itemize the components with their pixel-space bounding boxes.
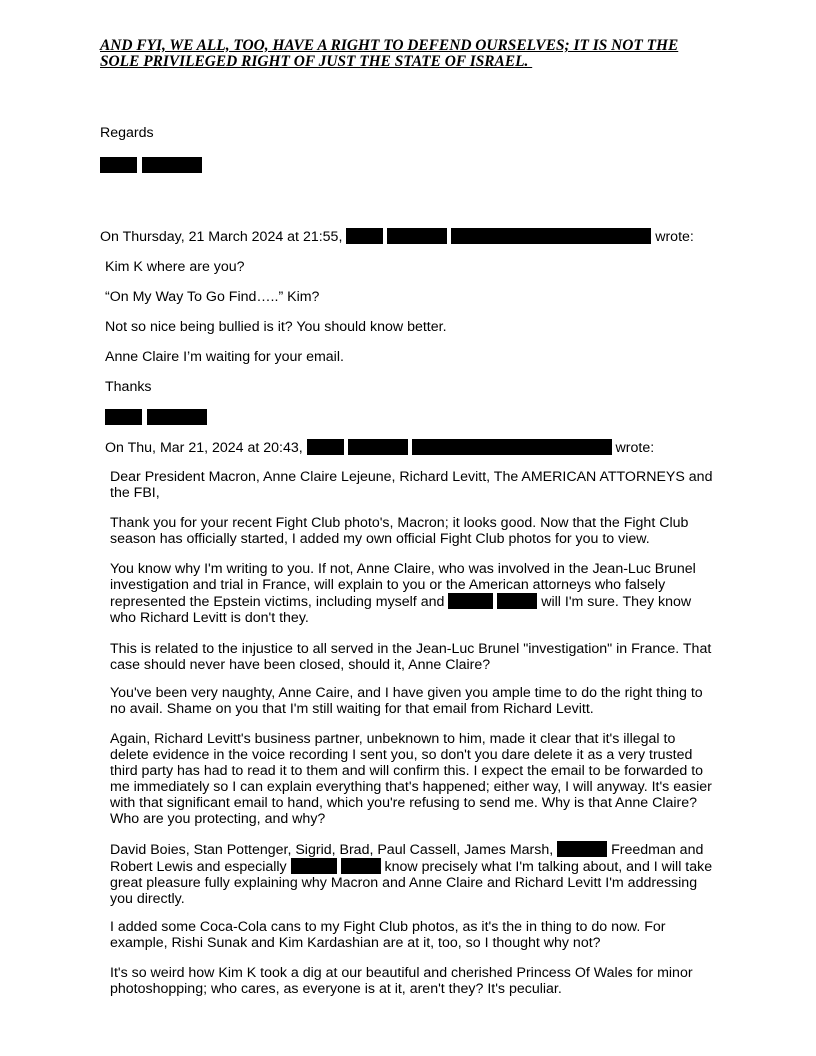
redaction-bar <box>147 409 207 425</box>
paragraph-text: Dear President Macron, Anne Claire Lejeune, Richard Levitt, The AMERICAN ATTORNEYS and the FBI, <box>110 469 713 501</box>
reply-line: Thanks <box>105 379 152 395</box>
paragraph-text-part: will I'm sure. They know who Richard Levitt is don't they. <box>110 594 692 626</box>
reply-header-1 <box>100 228 694 245</box>
reply-header-2 <box>105 439 654 456</box>
redaction-bar <box>291 858 337 874</box>
reply-line: Kim K where are you? <box>105 259 245 275</box>
paragraph-text: You've been very naughty, Anne Caire, and I have given you ample time to do the right thing to no avail. Shame on you that I'm still waiting for that email from Richard Levitt. <box>110 685 703 717</box>
reply-header-prefix: On Thu, Mar 21, 2024 at 20:43, <box>105 440 303 456</box>
reply-header-suffix: wrote: <box>615 440 655 456</box>
paragraph-text: It's so weird how Kim K took a dig at our beautiful and cherished Princess Of Wales for minor photoshopping; who cares, as everyone is at it, aren't they? It's peculiar. <box>110 965 693 997</box>
redaction-bar <box>100 157 137 173</box>
paragraph <box>110 561 715 626</box>
paragraph-text-part: You know why I'm writing to you. If not, Anne Claire, who was involved in the Jean-Luc Brunel investigation and trial in France, will explain to you or the American attorneys who falsely represented the Epstein victims, including myself and <box>110 561 696 610</box>
redaction-bar <box>346 228 383 244</box>
signoff: Regards <box>100 125 154 141</box>
paragraph-text-part: David Boies, Stan Pottenger, Sigrid, Brad, Paul Cassell, James Marsh, <box>110 842 554 858</box>
redaction-bar <box>105 409 142 425</box>
paragraph <box>110 515 715 547</box>
heading <box>100 38 740 70</box>
signature-redaction <box>105 409 207 426</box>
reply-header-prefix: On Thursday, 21 March 2024 at 21:55, <box>100 229 343 245</box>
reply-line: “On My Way To Go Find…..” Kim? <box>105 289 320 305</box>
heading-line-2: SOLE PRIVILEGED RIGHT OF JUST THE STATE OF ISRAEL. <box>100 53 533 70</box>
paragraph-text-part: Freedman and Robert Lewis and especially <box>110 842 704 875</box>
redaction-bar <box>451 228 651 244</box>
redaction-bar <box>307 439 344 455</box>
signature-redaction <box>100 157 202 174</box>
paragraph <box>110 685 715 717</box>
reply-line: Anne Claire I’m waiting for your email. <box>105 349 344 365</box>
reply-line: Not so nice being bullied is it? You should know better. <box>105 319 447 335</box>
paragraph-text: This is related to the injustice to all served in the Jean-Luc Brunel "investigation" in France. That case should never have been closed, should it, Anne Claire? <box>110 641 712 673</box>
paragraph <box>110 965 715 997</box>
redaction-bar <box>557 841 607 857</box>
paragraph-text-part: know precisely what I'm talking about, and I will take great pleasure fully explaining why Macron and Anne Claire and Richard Levitt I'm addressing you directly. <box>110 859 713 907</box>
redaction-bar <box>341 858 381 874</box>
paragraph-text: Again, Richard Levitt's business partner, unbeknown to him, made it clear that it's illegal to delete evidence in the voice recording I sent you, so don't you dare delete it as a very trusted third party has had to read it to them and will confirm this. I expect the email to be forwarded to me immediately so I can explain everything that's happened; either way, I will anyway. It's easier with that significant email to hand, which you're refusing to send me. Why is that Anne Claire? Who are you protecting, and why? <box>110 731 712 827</box>
redaction-bar <box>142 157 202 173</box>
paragraph <box>110 641 715 673</box>
paragraph <box>110 841 715 907</box>
paragraph-text <box>110 561 715 626</box>
paragraph-text: I added some Coca-Cola cans to my Fight Club photos, as it's the in thing to do now. For example, Rishi Sunak and Kim Kardashian are at it, too, so I thought why not? <box>110 919 666 951</box>
heading-line-1: AND FYI, WE ALL, TOO, HAVE A RIGHT TO DEFEND OURSELVES; IT IS NOT THE <box>100 37 679 54</box>
redaction-bar <box>497 593 537 609</box>
redaction-bar <box>412 439 612 455</box>
reply-header-suffix: wrote: <box>655 229 694 245</box>
redaction-bar <box>448 593 493 609</box>
redaction-bar <box>348 439 408 455</box>
paragraph-text: Thank you for your recent Fight Club photo's, Macron; it looks good. Now that the Fight Club season has officially started, I added my own official Fight Club photos for you to view. <box>110 515 689 547</box>
paragraph-text <box>110 841 715 907</box>
paragraph <box>110 731 715 827</box>
paragraph <box>110 919 715 951</box>
paragraph-salutation <box>110 469 715 501</box>
redaction-bar <box>387 228 447 244</box>
